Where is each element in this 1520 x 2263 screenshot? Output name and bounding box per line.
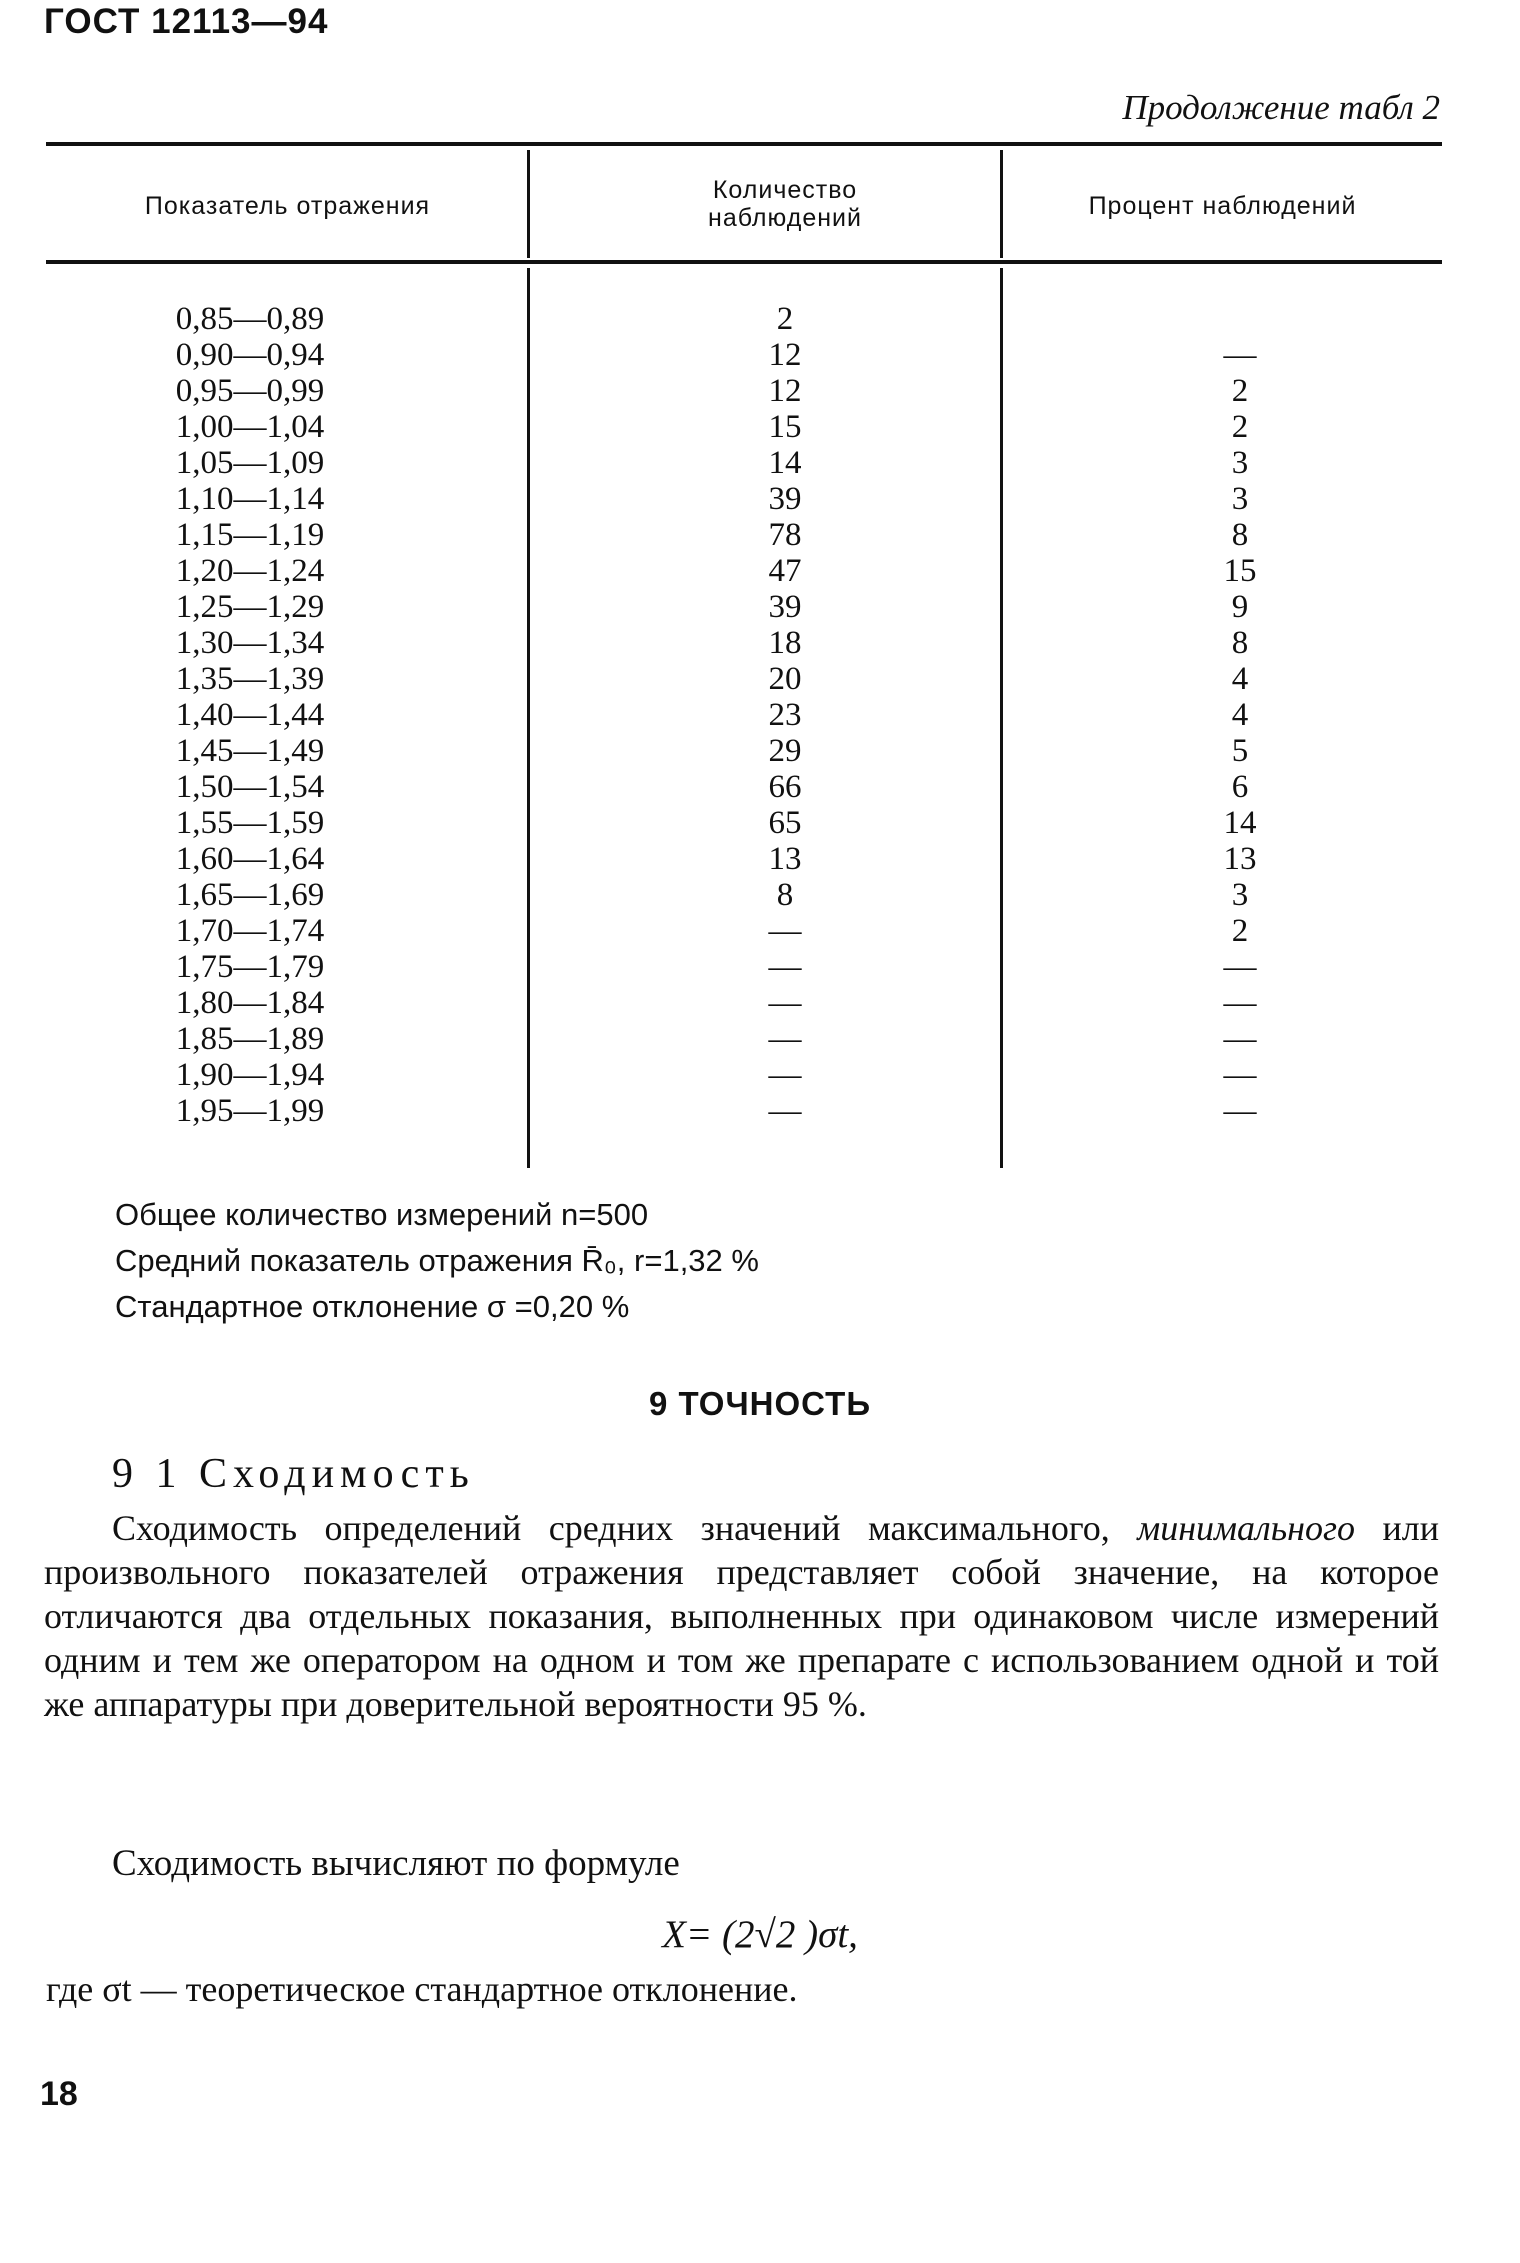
table-cell: 1,95—1,99 — [175, 1093, 325, 1129]
count-column — [710, 301, 860, 1129]
table-cell: 39 — [768, 589, 802, 625]
table-cell: — — [768, 1057, 802, 1093]
table-cell: 5 — [1231, 733, 1249, 769]
standard-deviation: Стандартное отклонение σ =0,20 % — [115, 1289, 630, 1324]
table-cell: 78 — [768, 517, 802, 553]
table-header-divider — [1000, 150, 1003, 258]
paragraph-emphasis: минимального — [1137, 1508, 1356, 1548]
table-cell: 1,35—1,39 — [175, 661, 325, 697]
table-cell: 47 — [768, 553, 802, 589]
table-cell: 13 — [768, 841, 802, 877]
standard-header: ГОСТ 12113—94 — [44, 2, 329, 41]
table-body-divider — [1000, 268, 1003, 1168]
table-cell: 1,60—1,64 — [175, 841, 325, 877]
table-cell: 1,10—1,14 — [175, 481, 325, 517]
table-cell: 15 — [1223, 553, 1257, 589]
table-cell: 1,40—1,44 — [175, 697, 325, 733]
table-cell: 4 — [1231, 661, 1249, 697]
table-cell: — — [1223, 1021, 1257, 1057]
column-header-percent: Процент наблюдений — [1088, 192, 1357, 220]
table-cell: 1,70—1,74 — [175, 913, 325, 949]
table-cell: 23 — [768, 697, 802, 733]
table-top-rule — [46, 142, 1442, 146]
section-title: 9 ТОЧНОСТЬ — [648, 1385, 872, 1422]
table-cell: 2 — [1231, 409, 1249, 445]
table-cell: 3 — [1231, 445, 1249, 481]
table-cell: 1,65—1,69 — [175, 877, 325, 913]
table-summary — [115, 1192, 759, 1330]
table-cell: 1,30—1,34 — [175, 625, 325, 661]
table-cell: 8 — [1231, 625, 1249, 661]
mean-reflectance: Средний показатель отражения R̄₀, r=1,32 % — [115, 1243, 759, 1278]
table-cell: — — [1223, 337, 1257, 373]
reflectance-column — [145, 301, 355, 1129]
table-cell: — — [768, 1093, 802, 1129]
subsection-title: 9 1 Сходимость — [112, 1451, 475, 1497]
paragraph-rest: или произвольного показателей отражения представляет собой значение, на которое отличаются два отдельных показания, выполненных при одинаковом числе измерений одним и тем же оператором на одном и том же препарате с использованием одной и той же аппаратуры при доверительной вероятности 95 %. — [44, 1508, 1440, 1724]
formula-legend: где σt — теоретическое стандартное отклонение. — [46, 1969, 798, 2009]
table-cell: — — [1223, 1057, 1257, 1093]
table-cell: 2 — [1231, 373, 1249, 409]
table-cell: 9 — [1231, 589, 1249, 625]
table-header-rule — [46, 260, 1442, 264]
table-cell: 15 — [768, 409, 802, 445]
table-cell: 2 — [776, 301, 794, 337]
table-cell: 1,90—1,94 — [175, 1057, 325, 1093]
table-cell: 1,00—1,04 — [175, 409, 325, 445]
table-cell: 1,20—1,24 — [175, 553, 325, 589]
table-cell: 39 — [768, 481, 802, 517]
table-cell: — — [768, 949, 802, 985]
repeatability-paragraph — [44, 1506, 1439, 1726]
table-cell: 8 — [776, 877, 794, 913]
table-cell: 8 — [1231, 517, 1249, 553]
table-cell: 66 — [768, 769, 802, 805]
paragraph-start: Сходимость определений средних значений максимального, — [112, 1508, 1110, 1548]
column-header-count: Количество наблюдений — [708, 176, 862, 232]
percent-column — [1165, 301, 1315, 1129]
table-cell: — — [768, 1021, 802, 1057]
table-cell: 1,05—1,09 — [175, 445, 325, 481]
table-cell: — — [1223, 1093, 1257, 1129]
table-cell: 18 — [768, 625, 802, 661]
table-cell: 14 — [1223, 805, 1257, 841]
table-continuation-label: Продолжение табл 2 — [1122, 88, 1440, 127]
table-cell: 2 — [1231, 913, 1249, 949]
table-cell: 29 — [768, 733, 802, 769]
formula: X= (2√2 )σt, — [662, 1913, 858, 1956]
table-cell: — — [768, 913, 802, 949]
table-cell: 1,25—1,29 — [175, 589, 325, 625]
table-cell: 0,90—0,94 — [175, 337, 325, 373]
table-cell: 20 — [768, 661, 802, 697]
table-cell: — — [1223, 985, 1257, 1021]
table-cell: 12 — [768, 373, 802, 409]
page-number: 18 — [40, 2075, 78, 2113]
column-header-reflectance: Показатель отражения — [144, 192, 431, 220]
table-cell: 65 — [768, 805, 802, 841]
table-cell: — — [768, 985, 802, 1021]
table-cell: 4 — [1231, 697, 1249, 733]
total-measurements: Общее количество измерений n=500 — [115, 1197, 649, 1232]
table-cell — [1165, 301, 1315, 337]
table-cell: 3 — [1231, 877, 1249, 913]
table-cell: 1,45—1,49 — [175, 733, 325, 769]
formula-lead: Сходимость вычисляют по формуле — [112, 1843, 680, 1884]
table-cell: 1,85—1,89 — [175, 1021, 325, 1057]
table-cell: 1,50—1,54 — [175, 769, 325, 805]
table-cell: 13 — [1223, 841, 1257, 877]
table-cell: 14 — [768, 445, 802, 481]
table-header-divider — [527, 150, 530, 258]
table-cell: 0,95—0,99 — [175, 373, 325, 409]
table-body-divider — [527, 268, 530, 1168]
table-cell: 1,80—1,84 — [175, 985, 325, 1021]
table-cell: 1,15—1,19 — [175, 517, 325, 553]
table-cell: 1,55—1,59 — [175, 805, 325, 841]
table-cell: 1,75—1,79 — [175, 949, 325, 985]
table-cell: 3 — [1231, 481, 1249, 517]
table-cell: 12 — [768, 337, 802, 373]
table-cell: — — [1223, 949, 1257, 985]
table-cell: 6 — [1231, 769, 1249, 805]
table-cell: 0,85—0,89 — [175, 301, 325, 337]
